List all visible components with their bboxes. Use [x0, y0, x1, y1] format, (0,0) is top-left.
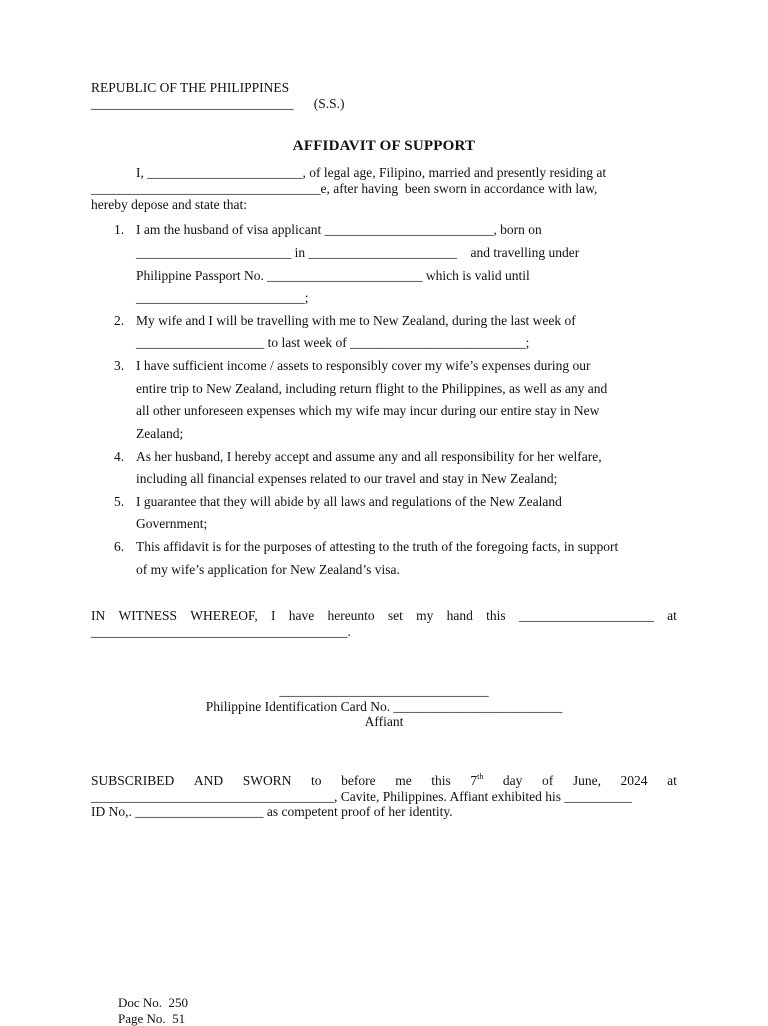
- item-2-line: My wife and I will be travelling with me to New Zealand, during the last week of: [136, 313, 576, 328]
- item-5-line: I guarantee that they will abide by all laws and regulations of the New Zealand: [136, 494, 562, 509]
- item-1-line: _________________________;: [136, 290, 309, 305]
- witness-word: IN: [91, 608, 106, 623]
- jurat-day: [470, 774, 483, 788]
- venue-ss-line: ______________________________ (S.S.): [91, 96, 345, 111]
- item-1-line: _______________________ in ______________________ and travelling under: [136, 245, 580, 260]
- witness-word: this: [486, 608, 506, 623]
- item-3-line: entire trip to New Zealand, including return flight to the Philippines, as well as any and: [136, 381, 608, 396]
- jurat-day-suffix: th: [477, 772, 484, 781]
- witness-word: hereunto: [327, 608, 375, 623]
- jurat-line-1: [91, 774, 677, 788]
- intro-line-1: I, _______________________, of legal age, Filipino, married and presently residing at: [136, 165, 607, 180]
- witness-word: WHEREOF,: [190, 608, 258, 623]
- item-number: 3.: [114, 358, 125, 373]
- item-6-line: of my wife’s application for New Zealand’s visa.: [136, 562, 400, 577]
- witness-date-blank: ____________________: [518, 608, 654, 623]
- item-3-line: all other unforeseen expenses which my wife may incur during our entire stay in New: [136, 403, 600, 418]
- jurat-day-number: 7: [470, 773, 478, 788]
- item-3-line: Zealand;: [136, 426, 184, 441]
- item-6-line: This affidavit is for the purposes of attesting to the truth of the foregoing facts, in support: [136, 539, 619, 554]
- jurat-line-3: ID No,. ___________________ as competent proof of her identity.: [91, 804, 453, 819]
- item-3-line: I have sufficient income / assets to responsibly cover my wife’s expenses during our: [136, 358, 591, 373]
- item-1-line: I am the husband of visa applicant _________________________, born on: [136, 222, 542, 237]
- jurat-word: to: [311, 773, 322, 788]
- jurat-word: me: [395, 773, 412, 788]
- witness-word: set: [387, 608, 403, 623]
- intro-line-2: __________________________________e, after having been sworn in accordance with law,: [91, 181, 598, 196]
- item-5-line: Government;: [136, 516, 208, 531]
- jurat-word: day: [502, 773, 523, 788]
- item-4-line: including all financial expenses related to our travel and stay in New Zealand;: [136, 471, 558, 486]
- jurat-word: at: [667, 773, 677, 788]
- item-number: 2.: [114, 313, 125, 328]
- document-title: AFFIDAVIT OF SUPPORT: [292, 138, 476, 154]
- witness-line-2: ______________________________________.: [91, 624, 351, 639]
- witness-word: at: [667, 608, 677, 623]
- jurat-word: SUBSCRIBED: [91, 773, 175, 788]
- witness-word: my: [416, 608, 434, 623]
- affiant-signature-line: _______________________________: [279, 683, 489, 698]
- intro-line-3: hereby depose and state that:: [91, 197, 247, 212]
- affiant-id-card: Philippine Identification Card No. _________________________: [205, 699, 563, 714]
- witness-line-1: [91, 609, 677, 623]
- item-number: 5.: [114, 494, 125, 509]
- item-number: 6.: [114, 539, 125, 554]
- jurat-word: this: [431, 773, 451, 788]
- witness-word: hand: [446, 608, 473, 623]
- item-1-line: Philippine Passport No. _______________________ which is valid until: [136, 268, 530, 283]
- item-2-line: ___________________ to last week of __________________________;: [136, 335, 530, 350]
- item-number: 1.: [114, 222, 125, 237]
- jurat-word: AND: [193, 773, 224, 788]
- witness-word: I: [271, 608, 276, 623]
- jurat-line-2: ____________________________________, Cavite, Philippines. Affiant exhibited his __________: [91, 789, 632, 804]
- item-number: 4.: [114, 449, 125, 464]
- affiant-label: Affiant: [364, 714, 404, 729]
- page-number: Page No. 51: [118, 1011, 186, 1026]
- witness-word: WITNESS: [118, 608, 177, 623]
- jurat-word: 2024: [620, 773, 648, 788]
- witness-word: have: [288, 608, 315, 623]
- doc-number: Doc No. 250: [118, 995, 189, 1010]
- jurat-word: June,: [572, 773, 601, 788]
- jurat-word: SWORN: [242, 773, 292, 788]
- jurat-word: before: [341, 773, 376, 788]
- republic-header: REPUBLIC OF THE PHILIPPINES: [91, 80, 290, 95]
- item-4-line: As her husband, I hereby accept and assume any and all responsibility for her welfare,: [136, 449, 602, 464]
- jurat-word: of: [542, 773, 554, 788]
